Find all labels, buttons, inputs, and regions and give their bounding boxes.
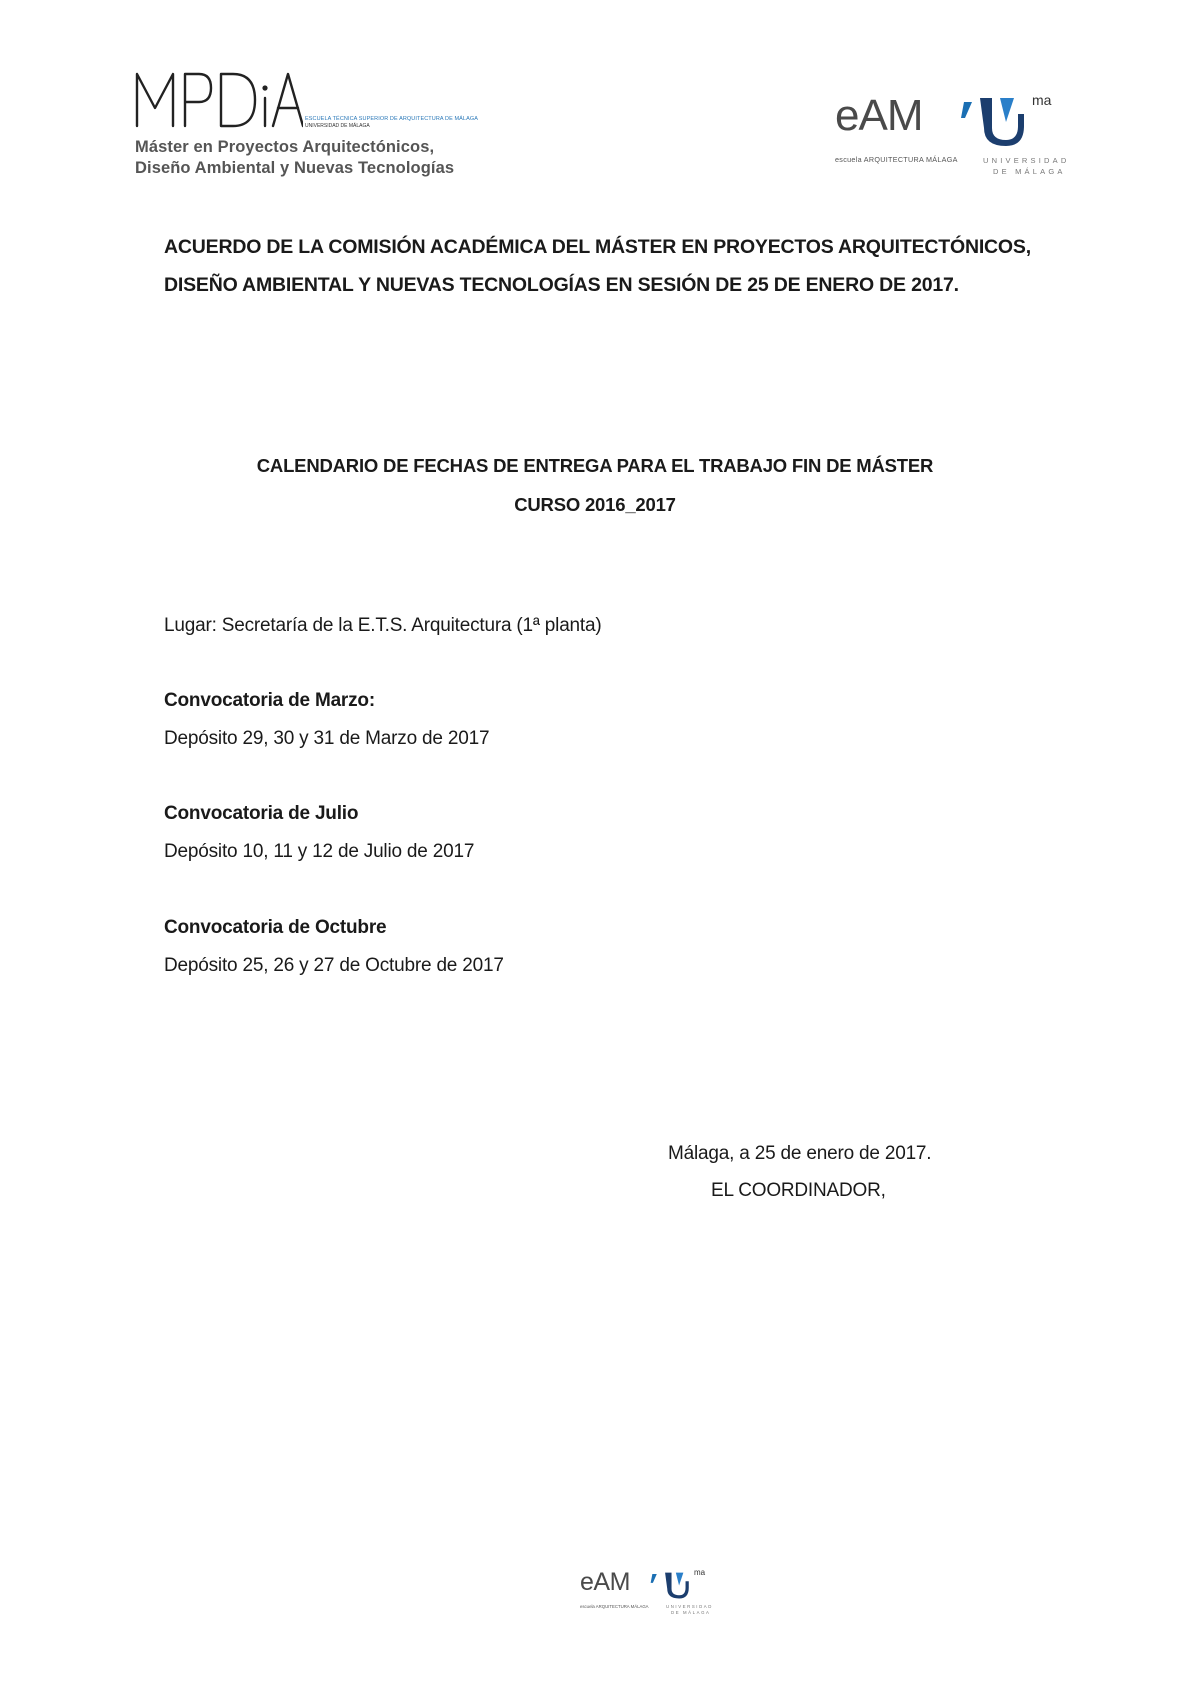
eam-uma-logo [835, 91, 1070, 184]
session-detail-march: Depósito 29, 30 y 31 de Marzo de 2017 [164, 728, 490, 749]
mpdia-logo [133, 68, 478, 186]
mpdia-school-line: ESCUELA TÉCNICA SUPERIOR DE ARQUITECTURA DE MÁLAGA [305, 116, 478, 122]
footer-uma-line2: DE MÁLAGA [671, 1610, 711, 1615]
session-title-october: Convocatoria de Octubre [164, 917, 387, 938]
calendar-title: CALENDARIO DE FECHAS DE ENTREGA PARA EL TRABAJO FIN DE MÁSTER [256, 455, 934, 476]
course-year: CURSO 2016_2017 [514, 494, 676, 515]
location-line: Lugar: Secretaría de la E.T.S. Arquitectura (1ª planta) [164, 615, 602, 636]
footer-uma-line1: UNIVERSIDAD [666, 1604, 713, 1609]
document-heading: ACUERDO DE LA COMISIÓN ACADÉMICA DEL MÁSTER EN PROYECTOS ARQUITECTÓNICOS, DISEÑO AMBIENTAL Y NUEVAS TECNOLOGÍAS EN SESIÓN DE 25 DE ENERO DE 2017. [164, 236, 1031, 296]
footer-uma-superscript: ma [694, 1568, 706, 1577]
session-detail-july: Depósito 10, 11 y 12 de Julio de 2017 [164, 841, 475, 862]
mpdia-name-line2: Diseño Ambiental y Nuevas Tecnologías [135, 159, 455, 177]
uma-superscript: ma [1032, 92, 1052, 108]
signature-role: EL COORDINADOR, [711, 1180, 886, 1201]
footer-uma-emblem-icon [664, 1571, 692, 1599]
uma-line1: UNIVERSIDAD [983, 156, 1070, 165]
footer-apostrophe-mark-icon [650, 1574, 658, 1584]
eam-tagline: escuela ARQUITECTURA MÁLAGA [835, 155, 958, 164]
footer-logo [580, 1568, 713, 1620]
footer-eam-tagline: escuela ARQUITECTURA MÁLAGA [580, 1604, 649, 1609]
mpdia-university-line: UNIVERSIDAD DE MÁLAGA [305, 123, 370, 129]
session-title-july: Convocatoria de Julio [164, 803, 359, 824]
session-title-march: Convocatoria de Marzo: [164, 690, 375, 711]
mpdia-mark [133, 68, 303, 128]
footer-eam-mark: eAM [580, 1568, 630, 1596]
mpdia-name-line1: Máster en Proyectos Arquitectónicos, [135, 138, 435, 156]
session-detail-october: Depósito 25, 26 y 27 de Octubre de 2017 [164, 955, 504, 976]
uma-line2: DE MÁLAGA [993, 167, 1066, 176]
eam-mark: eAM [835, 91, 923, 140]
apostrophe-mark-icon [960, 102, 974, 120]
uma-emblem-icon [978, 96, 1030, 146]
signature-place-date: Málaga, a 25 de enero de 2017. [668, 1143, 932, 1164]
